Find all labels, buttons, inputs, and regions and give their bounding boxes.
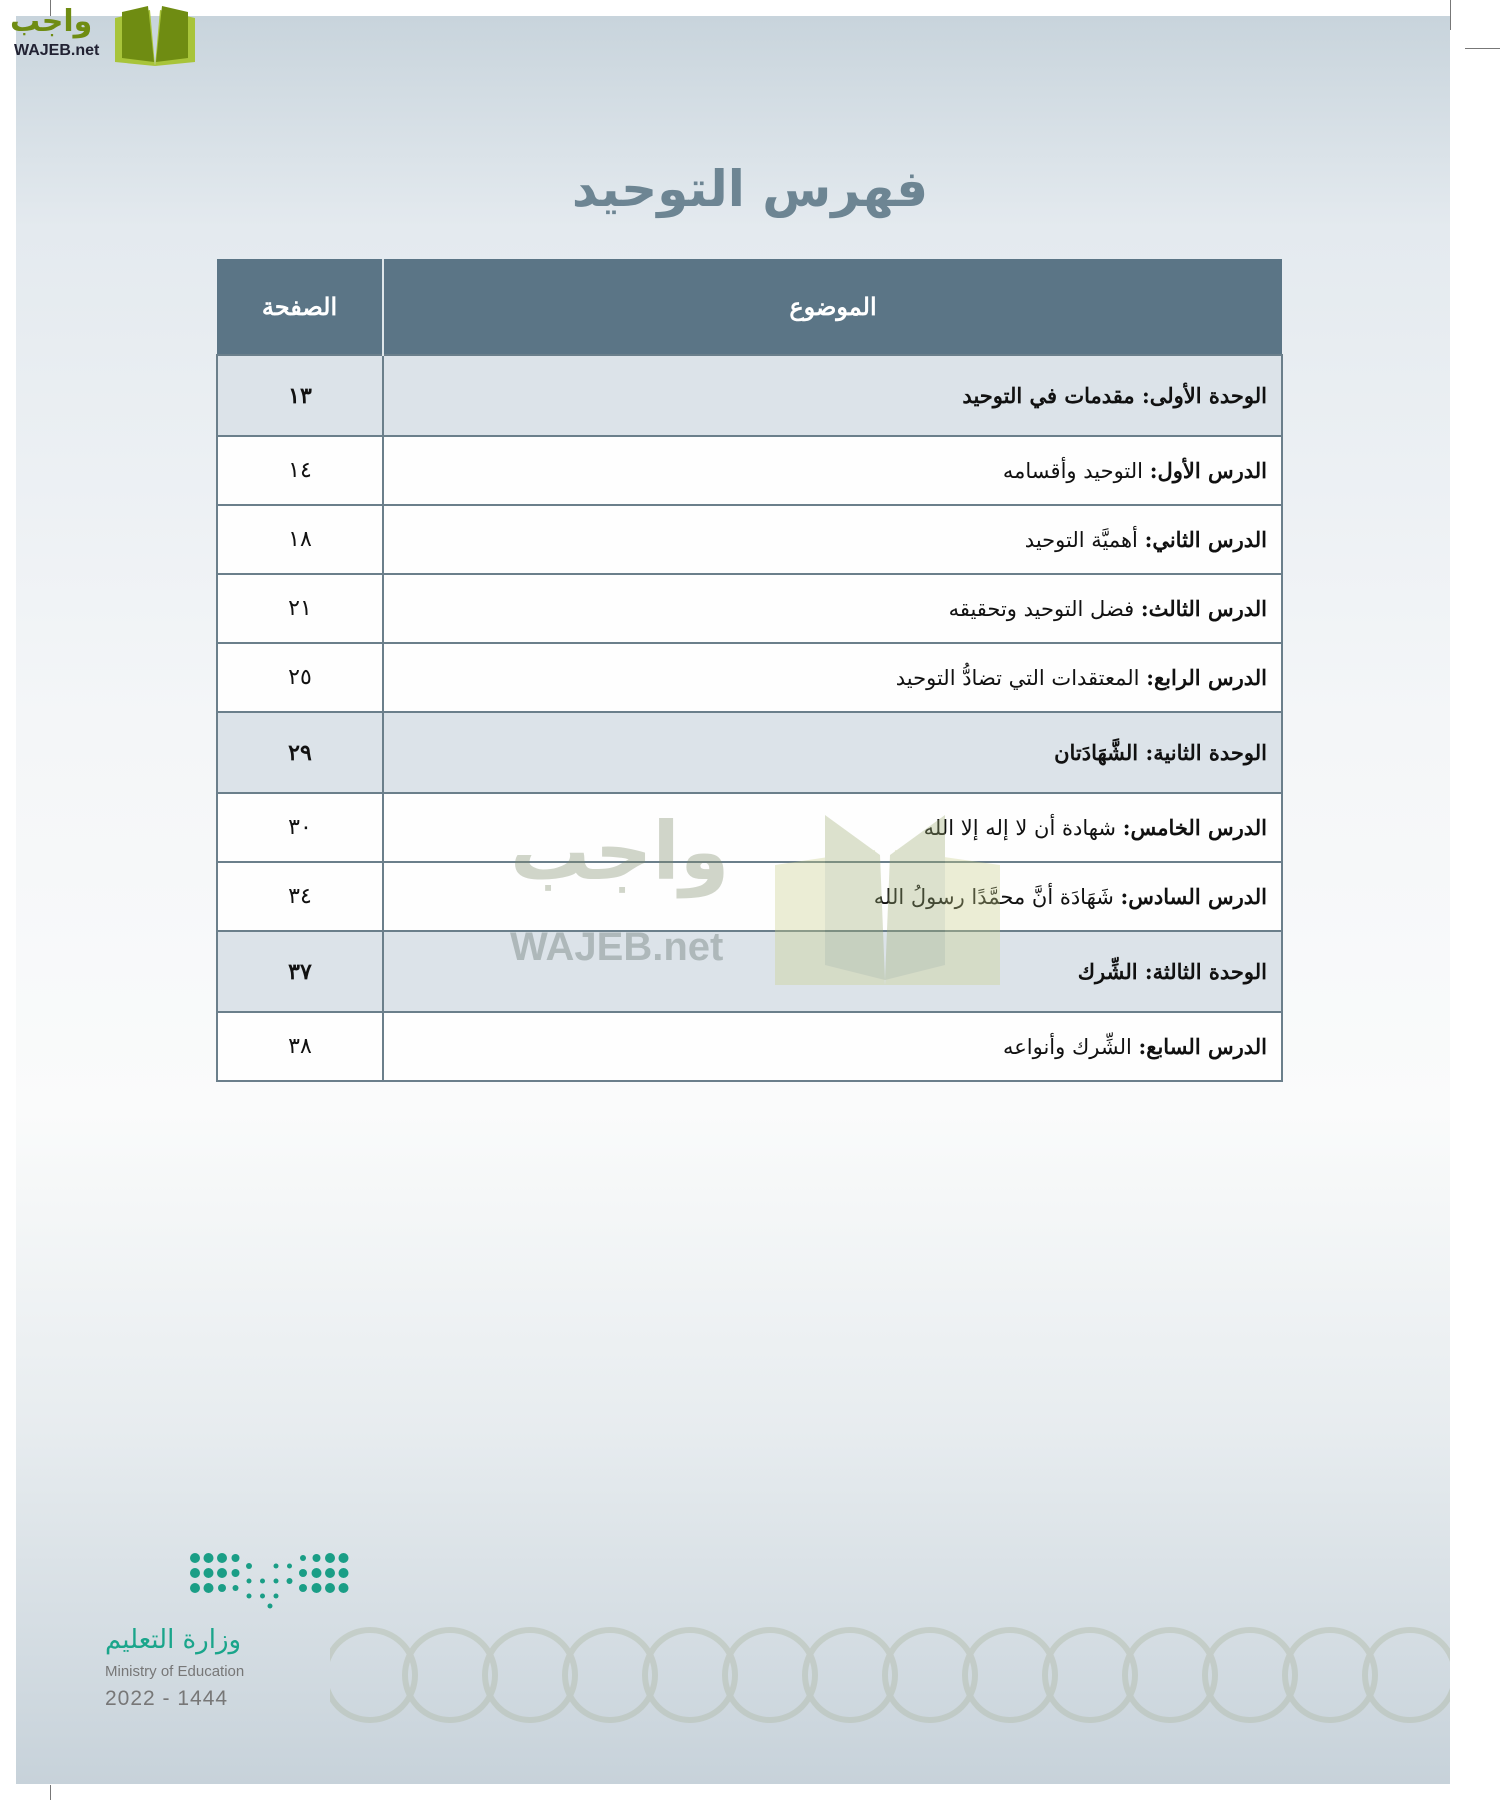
page-number: ١٣ <box>217 355 383 436</box>
page-number: ٢١ <box>217 574 383 643</box>
topic-cell <box>383 862 1282 931</box>
page-number: ٣٠ <box>217 793 383 862</box>
lesson-row <box>217 1012 1282 1081</box>
watermark-latin: WAJEB.net <box>510 925 724 969</box>
wajeb-logo-arabic: واجب <box>10 4 93 39</box>
topic-cell <box>383 355 1282 436</box>
lesson-row <box>217 436 1282 505</box>
header-page: الصفحة <box>217 259 383 355</box>
wajeb-logo-latin: WAJEB.net <box>14 42 100 59</box>
edition-year: 2022 - 1444 <box>105 1687 229 1710</box>
watermark-arabic: واجب <box>510 805 730 898</box>
contents-table <box>216 259 1283 1082</box>
unit-row <box>217 712 1282 793</box>
page-number: ٢٩ <box>217 712 383 793</box>
topic-cell <box>383 643 1282 712</box>
page-number: ١٤ <box>217 436 383 505</box>
row-topic: الشَّهَادَتان <box>1054 740 1139 765</box>
crop-mark <box>1450 0 1451 30</box>
page-number: ٢٥ <box>217 643 383 712</box>
lesson-row <box>217 793 1282 862</box>
topic-cell <box>383 436 1282 505</box>
wajeb-logo <box>10 4 190 66</box>
topic-cell <box>383 712 1282 793</box>
row-topic: الشِّرك <box>1077 959 1138 984</box>
row-topic: شهادة أن لا إله إلا الله <box>923 816 1116 840</box>
row-label: الدرس السادس: <box>1120 884 1267 909</box>
decorative-ornament-band <box>330 1620 1450 1730</box>
row-label: الوحدة الثانية: <box>1145 740 1267 765</box>
topic-cell <box>383 505 1282 574</box>
row-topic: شَهَادَة أنَّ محمَّدًا رسولُ الله <box>873 885 1114 909</box>
row-topic: المعتقدات التي تضادُّ التوحيد <box>895 666 1140 690</box>
lesson-row <box>217 643 1282 712</box>
page-title: فهرس التوحيد <box>571 160 929 218</box>
topic-cell <box>383 793 1282 862</box>
row-label: الدرس الرابع: <box>1146 665 1267 690</box>
row-label: الدرس الأول: <box>1149 458 1267 483</box>
unit-row <box>217 931 1282 1012</box>
ministry-dots-emblem <box>187 1550 357 1612</box>
row-topic: أهميَّة التوحيد <box>1024 528 1138 552</box>
row-label: الدرس الثاني: <box>1144 527 1267 552</box>
page-number: ٣٧ <box>217 931 383 1012</box>
crop-mark <box>1465 48 1500 49</box>
lesson-row <box>217 505 1282 574</box>
row-topic: فضل التوحيد وتحقيقه <box>948 597 1135 621</box>
row-label: الدرس الخامس: <box>1122 815 1267 840</box>
page-number: ١٨ <box>217 505 383 574</box>
book-icon <box>110 6 200 68</box>
page-number: ٣٨ <box>217 1012 383 1081</box>
topic-cell <box>383 574 1282 643</box>
ministry-arabic: وزارة التعليم <box>105 1625 242 1655</box>
lesson-row <box>217 862 1282 931</box>
row-label: الوحدة الأولى: <box>1141 383 1267 408</box>
ministry-english: Ministry of Education <box>105 1663 245 1680</box>
header-topic: الموضوع <box>383 259 1282 355</box>
lesson-row <box>217 574 1282 643</box>
topic-cell <box>383 1012 1282 1081</box>
row-topic: مقدمات في التوحيد <box>962 383 1135 408</box>
page-number: ٣٤ <box>217 862 383 931</box>
row-label: الدرس الثالث: <box>1140 596 1267 621</box>
row-topic: التوحيد وأقسامه <box>1002 459 1143 483</box>
topic-cell <box>383 931 1282 1012</box>
row-label: الدرس السابع: <box>1138 1034 1267 1059</box>
row-label: الوحدة الثالثة: <box>1144 959 1267 984</box>
crop-mark <box>50 1785 51 1800</box>
unit-row <box>217 355 1282 436</box>
row-topic: الشِّرك وأنواعه <box>1002 1035 1132 1059</box>
